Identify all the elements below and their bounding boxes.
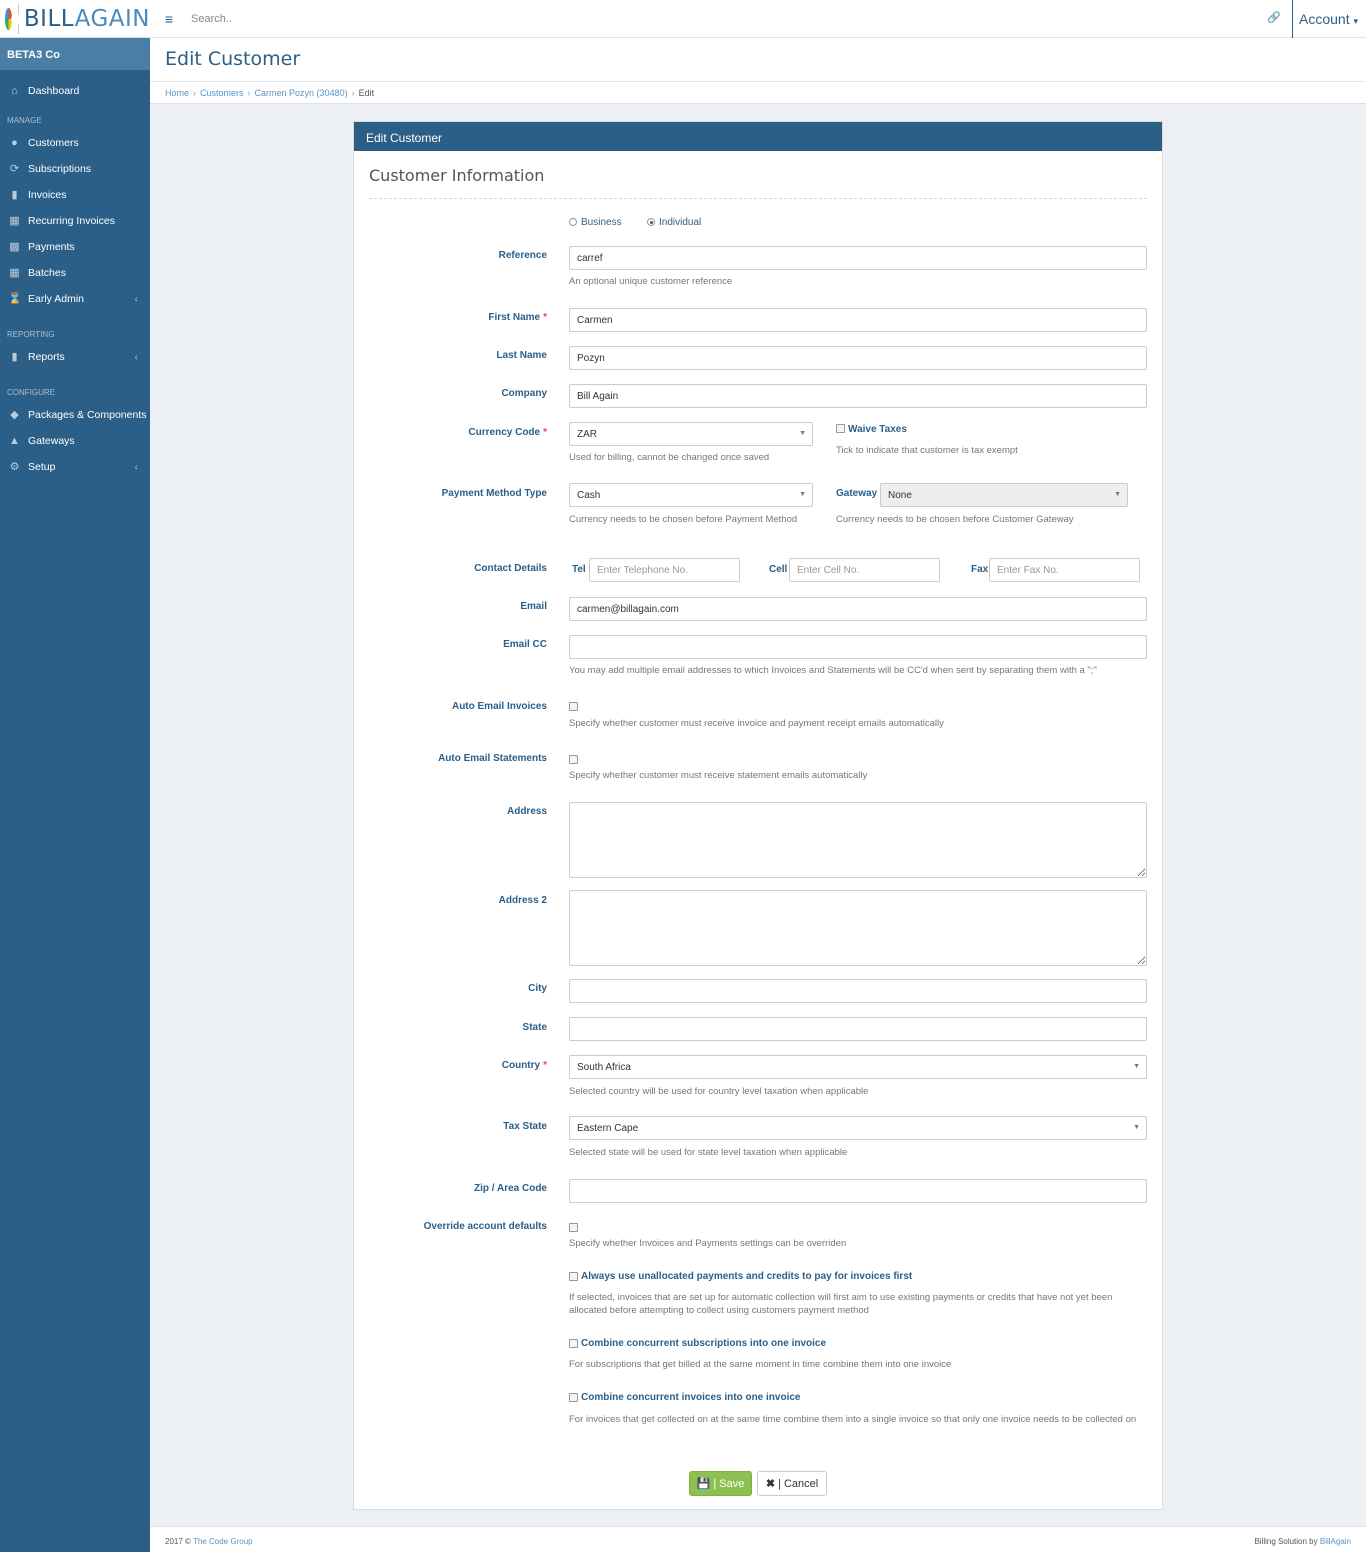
cancel-button[interactable]: ✖ | Cancel: [757, 1471, 827, 1496]
tax-state-select[interactable]: Eastern Cape ▼: [569, 1116, 1147, 1140]
page-header: [150, 38, 1366, 82]
tags-icon: ◆: [10, 408, 19, 421]
state-input[interactable]: [569, 1017, 1147, 1041]
chevron-left-icon: ‹: [134, 293, 138, 305]
section-manage: MANAGE: [7, 116, 42, 125]
cell-input[interactable]: [789, 558, 940, 582]
currency-select[interactable]: ZAR ▼: [569, 422, 813, 446]
sidebar-item-reports[interactable]: ▮ Reports ‹: [0, 344, 150, 370]
override-label: Override account defaults: [423, 1221, 547, 1232]
unallocated-help: If selected, invoices that are set up for automatic collection will first aim to use existing payments or credits that have not yet been allocated before attempting to collect using customers payment method: [569, 1292, 1113, 1316]
footer-copyright: 2017 © The Code Group: [165, 1537, 253, 1546]
fax-label: Fax: [971, 564, 989, 575]
combine-subscriptions-checkbox[interactable]: [569, 1339, 578, 1348]
email-label: Email: [520, 601, 547, 612]
users-icon: ●: [11, 136, 18, 149]
sidebar-item-recurring-invoices[interactable]: ▦ Recurring Invoices: [9, 214, 115, 227]
close-icon: ✖: [765, 1478, 776, 1490]
city-input[interactable]: [569, 979, 1147, 1003]
hourglass-icon: ⌛: [8, 292, 22, 305]
section-divider: [369, 198, 1147, 199]
payment-method-label: Payment Method Type: [441, 488, 547, 499]
combine-invoices-checkbox[interactable]: [569, 1393, 578, 1402]
section-configure: CONFIGURE: [7, 388, 55, 397]
combine-invoices-label: Combine concurrent invoices into one invoice: [581, 1392, 801, 1403]
footer-credit: Billing Solution by BillAgain: [1254, 1537, 1351, 1546]
first-name-input[interactable]: [569, 308, 1147, 332]
billagain-logo-icon: [5, 8, 12, 30]
sidebar-item-customers[interactable]: ● Customers: [0, 130, 150, 156]
tel-input[interactable]: [589, 558, 740, 582]
combine-subscriptions-label: Combine concurrent subscriptions into one invoice: [581, 1338, 827, 1349]
breadcrumb: [150, 82, 1366, 104]
section-reporting: REPORTING: [7, 330, 55, 339]
currency-label: Currency Code *: [468, 427, 547, 438]
panel-title: Edit Customer: [354, 122, 1162, 151]
gateway-label: Gateway: [836, 488, 878, 499]
address2-textarea[interactable]: [569, 890, 1147, 966]
last-name-label: Last Name: [496, 350, 547, 361]
individual-radio[interactable]: [647, 218, 655, 226]
address2-label: Address 2: [498, 895, 547, 906]
email-cc-label: Email CC: [503, 639, 547, 650]
payment-method-help: Currency needs to be chosen before Payment Method: [569, 514, 798, 525]
company-label: Company: [501, 388, 547, 399]
calendar-icon: ▦: [9, 214, 20, 227]
caret-down-icon: ▾: [1353, 16, 1359, 26]
breadcrumb-customer[interactable]: Carmen Pozyn (30480): [254, 88, 348, 98]
reference-label: Reference: [498, 250, 547, 261]
state-label: State: [522, 1022, 547, 1033]
tax-state-label: Tax State: [503, 1121, 547, 1132]
caret-down-icon: ▼: [1114, 491, 1121, 498]
edit-customer-panel: [353, 121, 1163, 1510]
page-title: Edit Customer: [165, 48, 301, 70]
sidebar-item-setup[interactable]: ⚙ Setup ‹: [9, 460, 138, 473]
topbar: [150, 0, 1366, 38]
gear-icon: ⚙: [9, 460, 20, 473]
auto-email-statements-label: Auto Email Statements: [438, 753, 547, 764]
sidebar-item-batches[interactable]: ▦ Batches: [9, 266, 66, 279]
tel-label: Tel: [572, 564, 586, 575]
combine-subscriptions-help: For subscriptions that get billed at the same moment in time combine them into one invoice: [569, 1359, 952, 1370]
sidebar-item-early-admin[interactable]: ⌛ Early Admin ‹: [8, 292, 138, 305]
sidebar: [0, 0, 150, 1552]
breadcrumb-current: Edit: [358, 88, 375, 98]
auto-email-statements-checkbox[interactable]: [569, 755, 578, 764]
override-help: Specify whether Invoices and Payments settings can be overriden: [569, 1238, 847, 1249]
sidebar-item-gateways[interactable]: ▲ Gateways: [9, 434, 75, 447]
business-radio[interactable]: [569, 218, 577, 226]
save-icon: 💾: [696, 1478, 711, 1490]
override-checkbox[interactable]: [569, 1223, 578, 1232]
menu-toggle-icon[interactable]: ≡: [164, 10, 174, 27]
currency-help: Used for billing, cannot be changed once saved: [569, 452, 770, 463]
reference-help: An optional unique customer reference: [569, 276, 733, 287]
logo[interactable]: [0, 0, 150, 38]
individual-radio-label: Individual: [659, 217, 702, 228]
table-icon: ▦: [9, 266, 20, 279]
zip-input[interactable]: [569, 1179, 1147, 1203]
chevron-left-icon: ‹: [134, 461, 138, 473]
money-icon: ▩: [9, 240, 20, 253]
country-help: Selected country will be used for country level taxation when applicable: [569, 1086, 869, 1097]
waive-taxes-checkbox[interactable]: [836, 424, 845, 433]
email-cc-help: You may add multiple email addresses to which Invoices and Statements will be CC'd when sent by separating them with a ";": [569, 665, 1097, 676]
home-icon: ⌂: [11, 84, 18, 97]
waive-taxes-help: Tick to indicate that customer is tax exempt: [836, 445, 1018, 456]
email-cc-input[interactable]: [569, 635, 1147, 659]
country-label: Country *: [501, 1060, 547, 1071]
waive-taxes-label: Waive Taxes: [848, 424, 907, 435]
caret-down-icon: ▼: [799, 491, 806, 498]
first-name-label: First Name *: [488, 312, 547, 323]
city-label: City: [528, 983, 547, 994]
auto-email-invoices-help: Specify whether customer must receive invoice and payment receipt emails automatically: [569, 718, 944, 729]
company-input[interactable]: [569, 384, 1147, 408]
zip-label: Zip / Area Code: [474, 1183, 547, 1194]
sidebar-item-subscriptions[interactable]: ⟳ Subscriptions: [9, 162, 92, 175]
cell-label: Cell: [769, 564, 788, 575]
footer-company-link[interactable]: The Code Group: [193, 1537, 253, 1546]
account-menu[interactable]: Account ▾: [1292, 0, 1366, 38]
footer: [150, 1526, 1366, 1552]
breadcrumb-separator: ›: [193, 88, 197, 98]
file-icon: ▮: [11, 188, 18, 201]
section-title: Customer Information: [369, 166, 545, 185]
gateway-select[interactable]: None ▼: [880, 483, 1128, 507]
reference-input[interactable]: [569, 246, 1147, 270]
auto-email-statements-help: Specify whether customer must receive statement emails automatically: [569, 770, 868, 781]
contact-details-label: Contact Details: [474, 563, 547, 574]
breadcrumb-customers[interactable]: Customers: [200, 88, 244, 98]
breadcrumb-separator: ›: [351, 88, 355, 98]
refresh-icon: ⟳: [9, 162, 20, 175]
caret-down-icon: ▼: [799, 430, 806, 437]
chevron-left-icon: ‹: [134, 351, 138, 363]
search-input[interactable]: [191, 13, 491, 25]
last-name-input[interactable]: [569, 346, 1147, 370]
sidebar-item-packages[interactable]: ◆ Packages & Components: [0, 402, 150, 428]
payment-method-select[interactable]: Cash ▼: [569, 483, 813, 507]
logo-text: BILLAGAIN: [23, 5, 150, 32]
link-icon[interactable]: 🔗: [1267, 12, 1281, 24]
caret-down-icon: ▼: [1133, 1063, 1140, 1070]
company-name: BETA3 Co: [0, 38, 150, 71]
tax-state-help: Selected state will be used for state level taxation when applicable: [569, 1147, 848, 1158]
business-radio-label: Business: [581, 217, 622, 228]
fax-input[interactable]: [989, 558, 1140, 582]
auto-email-invoices-label: Auto Email Invoices: [451, 701, 547, 712]
caret-down-icon: ▼: [1133, 1124, 1140, 1131]
unallocated-label: Always use unallocated payments and credits to pay for invoices first: [581, 1271, 913, 1282]
address-label: Address: [506, 806, 547, 817]
breadcrumb-separator: ›: [247, 88, 251, 98]
email-input[interactable]: [569, 597, 1147, 621]
country-select[interactable]: South Africa ▼: [569, 1055, 1147, 1079]
unallocated-checkbox[interactable]: [569, 1272, 578, 1281]
sidebar-item-payments[interactable]: ▩ Payments: [9, 240, 75, 253]
gateway-help: Currency needs to be chosen before Customer Gateway: [836, 514, 1074, 525]
auto-email-invoices-checkbox[interactable]: [569, 702, 578, 711]
combine-invoices-help: For invoices that get collected on at the same time combine them into a single invoice so that only one invoice needs to be collected on: [569, 1414, 1137, 1425]
save-button[interactable]: 💾 | Save: [689, 1471, 752, 1496]
footer-billagain-link[interactable]: BillAgain: [1319, 1537, 1351, 1546]
sidebar-item-invoices[interactable]: ▮ Invoices: [0, 182, 150, 208]
sidebar-item-dashboard[interactable]: ⌂ Dashboard: [0, 78, 150, 104]
breadcrumb-home[interactable]: Home: [165, 88, 190, 98]
bank-icon: ▲: [9, 434, 20, 447]
address-textarea[interactable]: [569, 802, 1147, 878]
clipboard-icon: ▮: [11, 350, 18, 363]
